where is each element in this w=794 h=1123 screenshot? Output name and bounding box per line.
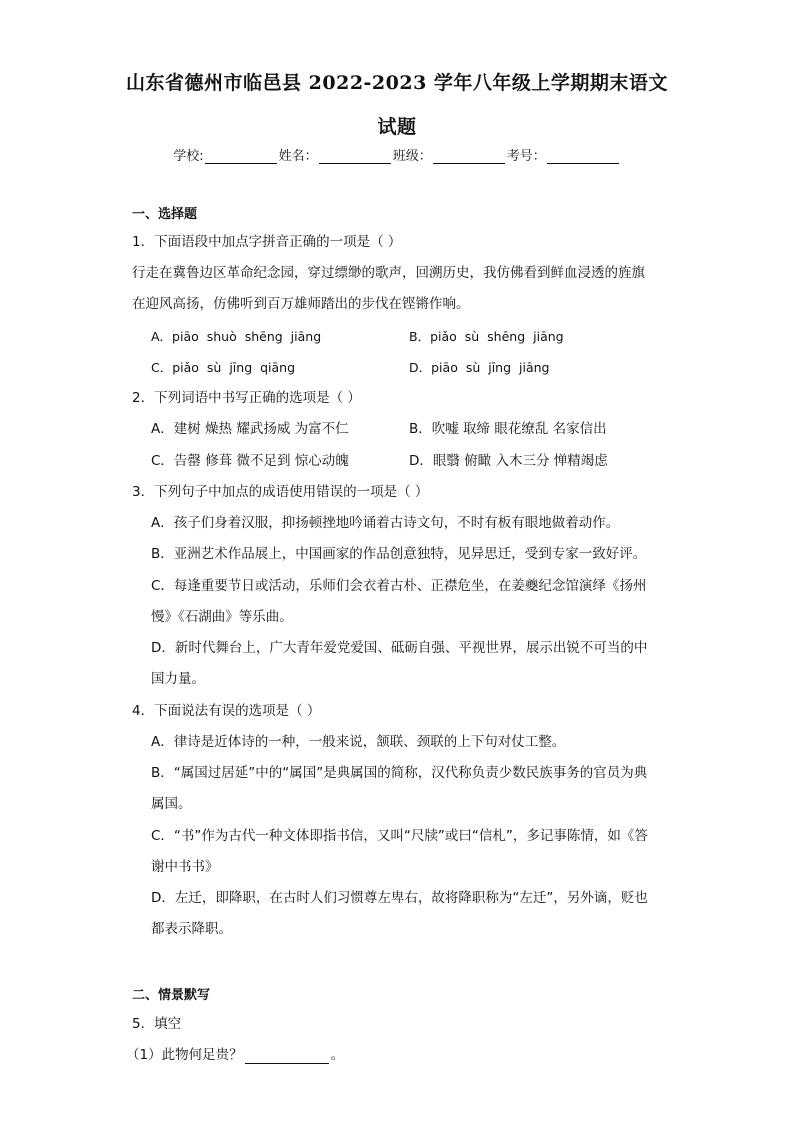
q5-stem: 5．填空: [132, 1016, 182, 1032]
exam-title-line1: 山东省德州市临邑县 2022-2023 学年八年级上学期期末语文: [126, 72, 668, 94]
q5-item1-text: （1）此物何足贵？: [126, 1047, 243, 1063]
q4-option-b-line1[interactable]: B．“属国过居延”中的“属国”是典属国的简称，汉代称负责少数民族事务的官员为典: [151, 765, 648, 781]
q5-item1-period: 。: [330, 1047, 345, 1063]
student-info-row: [60, 145, 734, 164]
name-label: 姓名：: [278, 149, 318, 164]
q1-option-a[interactable]: A．piāo shuò shēng jiāng: [151, 329, 322, 344]
q3-option-d-line2: 国力量。: [151, 671, 205, 687]
q1-stem: 1．下面语段中加点字拼音正确的一项是（ ）: [132, 234, 402, 250]
q3-option-c-line1[interactable]: C．每逢重要节日或活动，乐师们会衣着古朴、正襟危坐，在姜夔纪念馆演绎《扬州: [151, 578, 647, 594]
q2-stem: 2．下列词语中书写正确的选项是（ ）: [132, 390, 361, 406]
q3-option-b[interactable]: B．亚洲艺术作品展上，中国画家的作品创意独特，见异思迁，受到专家一致好评。: [151, 546, 647, 562]
q3-option-c-line2: 慢》《石湖曲》等乐曲。: [151, 609, 293, 625]
q1-option-b[interactable]: B．piǎo sù shēng jiāng: [409, 329, 564, 344]
q4-option-a[interactable]: A．律诗是近体诗的一种，一般来说，颔联、颈联的上下句对仗工整。: [151, 734, 566, 750]
section2-heading: 二、情景默写: [132, 988, 211, 1003]
section1-heading: 一、选择题: [132, 207, 198, 222]
school-label: 学校:: [173, 149, 204, 164]
name-blank[interactable]: [319, 150, 391, 164]
school-blank[interactable]: [205, 150, 277, 164]
q4-option-b-line2: 属国。: [151, 796, 192, 812]
q1-option-d[interactable]: D．piāo sù jīng jiāng: [409, 360, 550, 375]
q2-option-b[interactable]: B．吹嘘 取缔 眼花缭乱 名家信出: [409, 421, 607, 437]
class-blank[interactable]: [433, 150, 505, 164]
class-label: 班级：: [392, 149, 432, 164]
q1-passage-line1: 行走在冀鲁边区革命纪念园，穿过缥缈的歌声，回溯历史，我仿佛看到鲜血浸透的旌旗: [132, 265, 645, 281]
q3-option-d-line1[interactable]: D．新时代舞台上，广大青年爱党爱国、砥砺自强、平视世界，展示出锐不可当的中: [151, 640, 648, 656]
q4-option-d-line1[interactable]: D．左迁，即降职，在古时人们习惯尊左卑右，故将降职称为“左迁”，另外谪，贬也: [151, 890, 648, 906]
q1-option-c[interactable]: C．piǎo sù jīng qiāng: [151, 360, 296, 375]
q3-stem: 3．下列句子中加点的成语使用错误的一项是（ ）: [132, 484, 429, 500]
q2-option-c[interactable]: C．告罄 修葺 微不足到 惊心动魄: [151, 453, 349, 469]
q2-option-a[interactable]: A．建树 燥热 耀武扬威 为富不仁: [151, 421, 349, 437]
q5-item1-answer-blank[interactable]: [245, 1049, 329, 1064]
exam-number-blank[interactable]: [547, 150, 619, 164]
q1-passage-line2: 在迎风高扬，仿佛听到百万雄师踏出的步伐在铿锵作响。: [132, 296, 470, 312]
exam-number-label: 考号：: [506, 149, 546, 164]
q4-stem: 4．下面说法有误的选项是（ ）: [132, 703, 321, 719]
q5-item1: [126, 1046, 344, 1064]
q2-option-d[interactable]: D．眼翳 俯瞰 入木三分 惮精竭虑: [409, 453, 608, 469]
q4-option-c-line2: 谢中书书》: [151, 859, 219, 875]
q4-option-c-line1[interactable]: C．“书”作为古代一种文体即指书信，又叫“尺牍”或曰“信札”，多记事陈情，如《答: [151, 828, 648, 844]
q3-option-a[interactable]: A．孩子们身着汉服，抑扬顿挫地吟诵着古诗文句，不时有板有眼地做着动作。: [151, 515, 620, 531]
exam-title-line2: 试题: [377, 116, 417, 138]
q4-option-d-line2: 都表示降职。: [151, 921, 232, 937]
